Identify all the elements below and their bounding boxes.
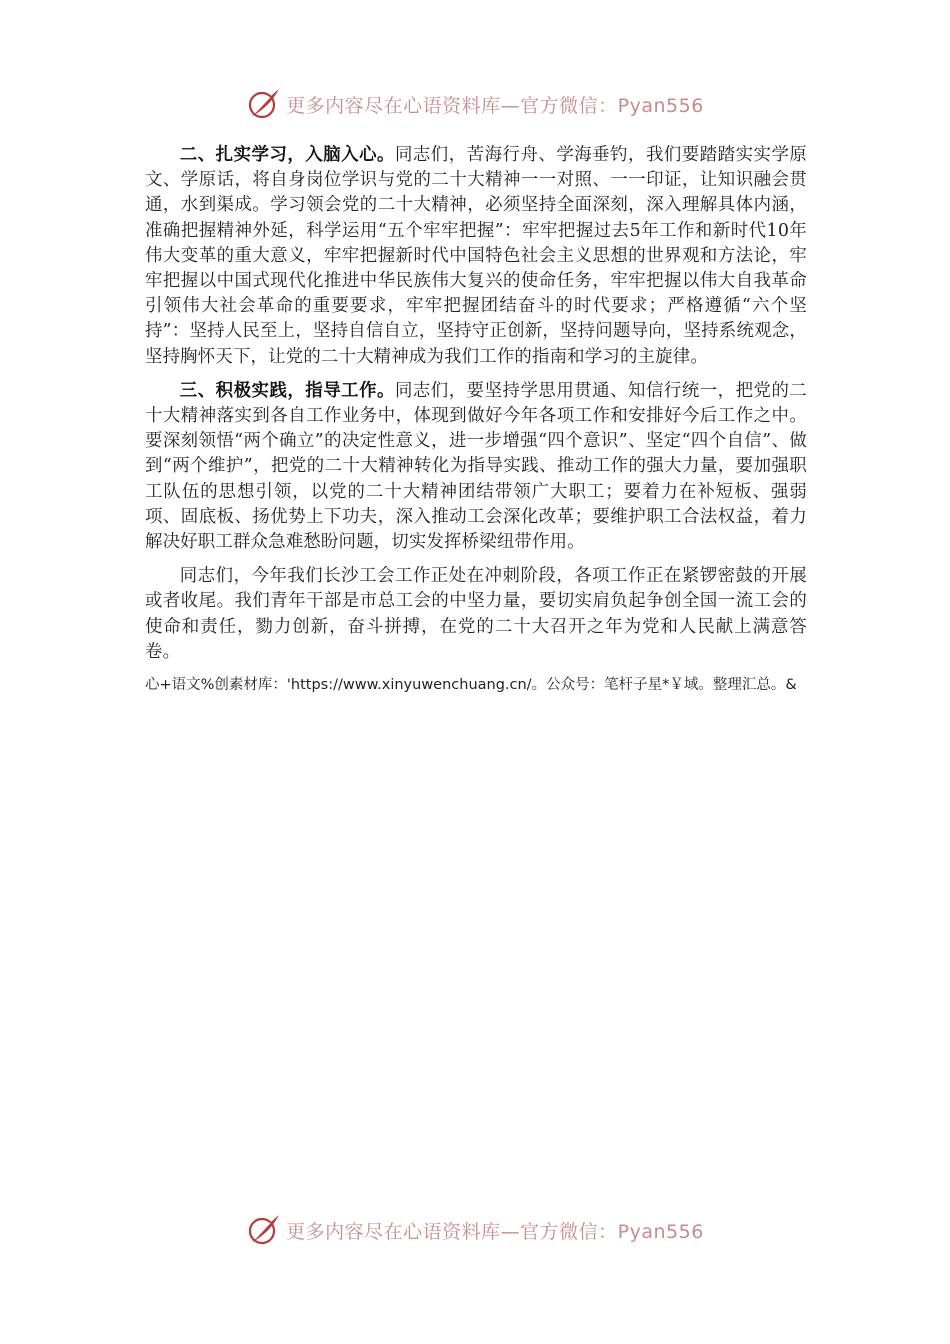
paragraph-closing-text: 同志们，今年我们长沙工会工作正处在冲刺阶段，各项工作正在紧锣密鼓的开展或者收尾。我们青年干部是市总工会的中坚力量，要切实肩负起争创全国一流工会的使命和责任，勠力创新，奋斗拼搏，在党的二十大召开之年为党和人民献上满意答卷。 xyxy=(145,566,807,662)
quill-logo-icon xyxy=(246,86,282,122)
section-heading-practice: 三、积极实践，指导工作。 xyxy=(179,380,395,401)
paragraph-closing xyxy=(145,564,807,665)
paragraph-study xyxy=(145,143,807,370)
paragraph-practice xyxy=(145,379,807,555)
quill-logo-icon xyxy=(246,1212,282,1248)
source-note: 心+语文%创素材库：'https://www.xinyuwenchuang.cn/。公众号：笔杆子星*￥域。整理汇总。& xyxy=(145,677,797,694)
section-heading-study: 二、扎实学习，入脑入心。 xyxy=(179,145,395,165)
footer-banner-text: 更多内容尽在心语资料库—官方微信：Pyan556 xyxy=(286,1220,704,1243)
footer-banner xyxy=(0,1210,950,1250)
paragraph-study-text: 同志们，苦海行舟、学海垂钓，我们要踏踏实实学原文、学原话，将自身岗位学识与党的二十大精神一一对照、一一印证，让知识融会贯通，水到渠成。学习领会党的二十大精神，必须坚持全面深刻，深入理解具体内涵，准确把握精神外延，科学运用“五个牢牢把握”：牢牢把握过去5年工作和新时代10年伟大变革的重大意义，牢牢把握新时代中国特色社会主义思想的世界观和方法论，牢牢把握以中国式现代化推进中华民族伟大复兴的使命任务，牢牢把握以伟大自我革命引领伟大社会革命的重要要求，牢牢把握团结奋斗的时代要求；严格遵循“六个坚持”：坚持人民至上，坚持自信自立，坚持守正创新，坚持问题导向，坚持系统观念，坚持胸怀天下，让党的二十大精神成为我们工作的指南和学习的主旋律。 xyxy=(145,145,807,367)
document-body xyxy=(145,143,807,697)
header-banner xyxy=(0,84,950,124)
header-banner-text: 更多内容尽在心语资料库—官方微信：Pyan556 xyxy=(286,94,704,117)
paragraph-practice-text: 同志们，要坚持学思用贯通、知信行统一，把党的二十大精神落实到各自工作业务中，体现到做好今年各项工作和安排好今后工作之中。要深刻领悟“两个确立”的决定性意义，进一步增强“四个意识”、坚定“四个自信”、做到“两个维护”，把党的二十大精神转化为指导实践、推动工作的强大力量，要加强职工队伍的思想引领，以党的二十大精神团结带领广大职工；要着力在补短板、强弱项、固底板、扬优势上下功夫，深入推动工会深化改革；要维护职工合法权益，着力解决好职工群众急难愁盼问题，切实发挥桥梁纽带作用。 xyxy=(145,380,807,553)
